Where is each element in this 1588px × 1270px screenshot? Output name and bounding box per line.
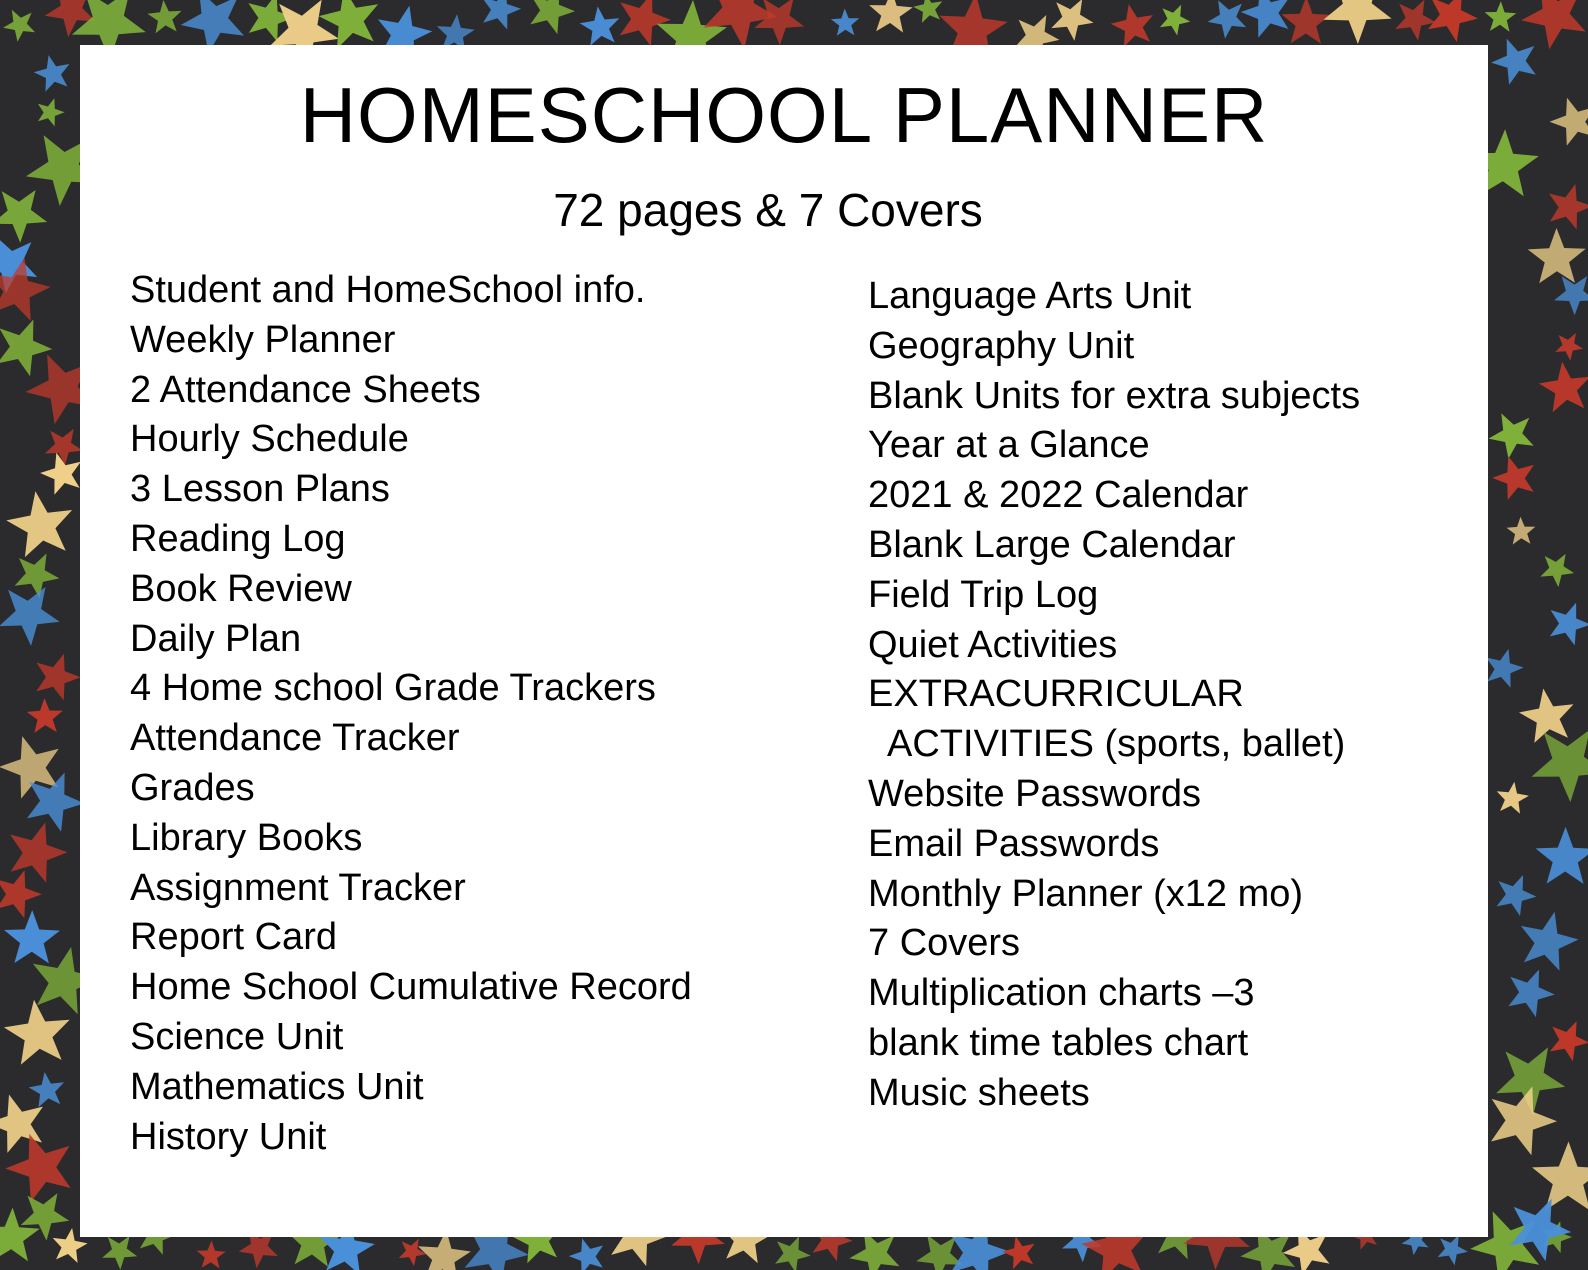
list-item: Website Passwords	[868, 772, 1201, 815]
list-item: Report Card	[130, 916, 337, 959]
star-decoration	[1241, 0, 1290, 38]
star-decoration	[569, 1238, 603, 1270]
star-decoration	[530, 0, 575, 34]
star-decoration	[6, 491, 72, 557]
star-decoration	[620, 0, 671, 46]
star-decoration	[1438, 1235, 1468, 1265]
star-decoration	[1554, 276, 1588, 315]
star-decoration	[0, 320, 52, 377]
star-decoration	[1485, 1, 1517, 32]
star-decoration	[869, 0, 913, 33]
list-item: Year at a Glance	[868, 424, 1150, 467]
list-item: Home School Cumulative Record	[130, 966, 692, 1009]
list-item: EXTRACURRICULAR	[868, 673, 1244, 716]
star-decoration	[5, 1134, 70, 1202]
star-decoration	[1539, 362, 1588, 413]
list-item: Language Arts Unit	[868, 275, 1192, 317]
star-decoration	[10, 823, 67, 883]
star-decoration	[27, 698, 63, 733]
star-decoration	[775, 1236, 811, 1270]
star-decoration	[15, 554, 60, 599]
star-decoration	[0, 587, 60, 646]
star-decoration	[27, 773, 85, 832]
star-decoration	[1395, 0, 1436, 41]
list-item: Daily Plan	[130, 617, 302, 660]
star-decoration	[1521, 912, 1579, 971]
list-item: History Unit	[130, 1115, 327, 1158]
star-decoration	[1550, 603, 1588, 646]
star-decoration	[1532, 1142, 1588, 1211]
star-decoration	[1528, 228, 1586, 283]
star-decoration	[102, 1236, 137, 1270]
star-decoration	[36, 654, 80, 701]
star-decoration	[1497, 875, 1537, 916]
star-decoration	[1491, 1086, 1557, 1155]
list-item: ACTIVITIES (sports, ballet)	[868, 723, 1346, 766]
star-decoration	[197, 1241, 226, 1269]
star-decoration	[1488, 413, 1533, 458]
list-item: Quiet Activities	[868, 623, 1118, 666]
star-decoration	[482, 0, 521, 30]
list-item: Monthly Planner (x12 mo)	[868, 872, 1304, 915]
star-decoration	[1208, 0, 1247, 38]
list-item: Mathematics Unit	[130, 1065, 424, 1108]
star-decoration	[831, 9, 859, 36]
star-decoration	[1521, 0, 1585, 49]
star-decoration	[1549, 184, 1588, 229]
list-item: Blank Units for extra subjects	[868, 374, 1361, 417]
page-subtitle: 72 pages & 7 Covers	[553, 184, 983, 236]
list-item: Assignment Tracker	[130, 866, 466, 909]
star-decoration	[3, 10, 35, 42]
list-item: Science Unit	[130, 1015, 344, 1058]
star-decoration	[0, 870, 42, 918]
list-item: Weekly Planner	[130, 318, 396, 361]
list-item: Student and HomeSchool info.	[130, 269, 646, 311]
list-item: 3 Lesson Plans	[130, 468, 390, 511]
left-item-list	[130, 266, 692, 1162]
star-decoration	[1507, 517, 1536, 545]
star-decoration	[1532, 730, 1588, 802]
list-item: Multiplication charts –3	[868, 972, 1255, 1015]
star-decoration	[1492, 456, 1534, 500]
star-decoration	[754, 0, 804, 45]
star-decoration	[1002, 1236, 1034, 1269]
list-item: Book Review	[130, 567, 352, 610]
list-item: Music sheets	[868, 1071, 1090, 1114]
star-decoration	[399, 1239, 427, 1266]
star-decoration	[1051, 0, 1093, 41]
list-item: Email Passwords	[868, 822, 1160, 865]
star-decoration	[580, 6, 620, 45]
list-item: 2 Attendance Sheets	[130, 368, 481, 411]
star-decoration	[1160, 5, 1190, 36]
star-decoration	[4, 910, 60, 963]
list-item: blank time tables chart	[868, 1021, 1249, 1064]
list-item: Attendance Tracker	[130, 717, 460, 760]
star-decoration	[1486, 649, 1524, 688]
list-item: Geography Unit	[868, 324, 1135, 367]
star-decoration	[1428, 0, 1478, 42]
star-decoration	[1555, 333, 1583, 361]
list-item: 2021 & 2022 Calendar	[868, 474, 1249, 517]
list-item: Blank Large Calendar	[868, 523, 1236, 566]
list-item: Grades	[130, 766, 255, 809]
star-decoration	[40, 453, 81, 495]
star-decoration	[1111, 4, 1153, 47]
star-decoration	[1497, 782, 1529, 814]
star-decoration	[1281, 0, 1330, 44]
list-item: Field Trip Log	[868, 573, 1099, 616]
list-item: Library Books	[130, 816, 363, 859]
list-item: 7 Covers	[868, 922, 1021, 965]
star-decoration	[147, 0, 181, 33]
star-decoration	[29, 1072, 64, 1107]
page-title: HOMESCHOOL PLANNER	[299, 71, 1269, 159]
list-item: 4 Home school Grade Trackers	[130, 667, 656, 710]
star-decoration	[45, 429, 83, 466]
star-decoration	[1540, 554, 1574, 587]
star-decoration	[913, 0, 942, 23]
right-item-list	[868, 272, 1360, 1119]
star-decoration	[1508, 970, 1554, 1018]
list-item: Reading Log	[130, 517, 346, 560]
star-decoration	[1550, 1021, 1588, 1061]
star-decoration	[1323, 0, 1391, 44]
list-item: Hourly Schedule	[130, 418, 409, 461]
star-decoration	[4, 1000, 70, 1065]
star-decoration	[319, 0, 378, 49]
star-decoration	[1536, 827, 1588, 884]
